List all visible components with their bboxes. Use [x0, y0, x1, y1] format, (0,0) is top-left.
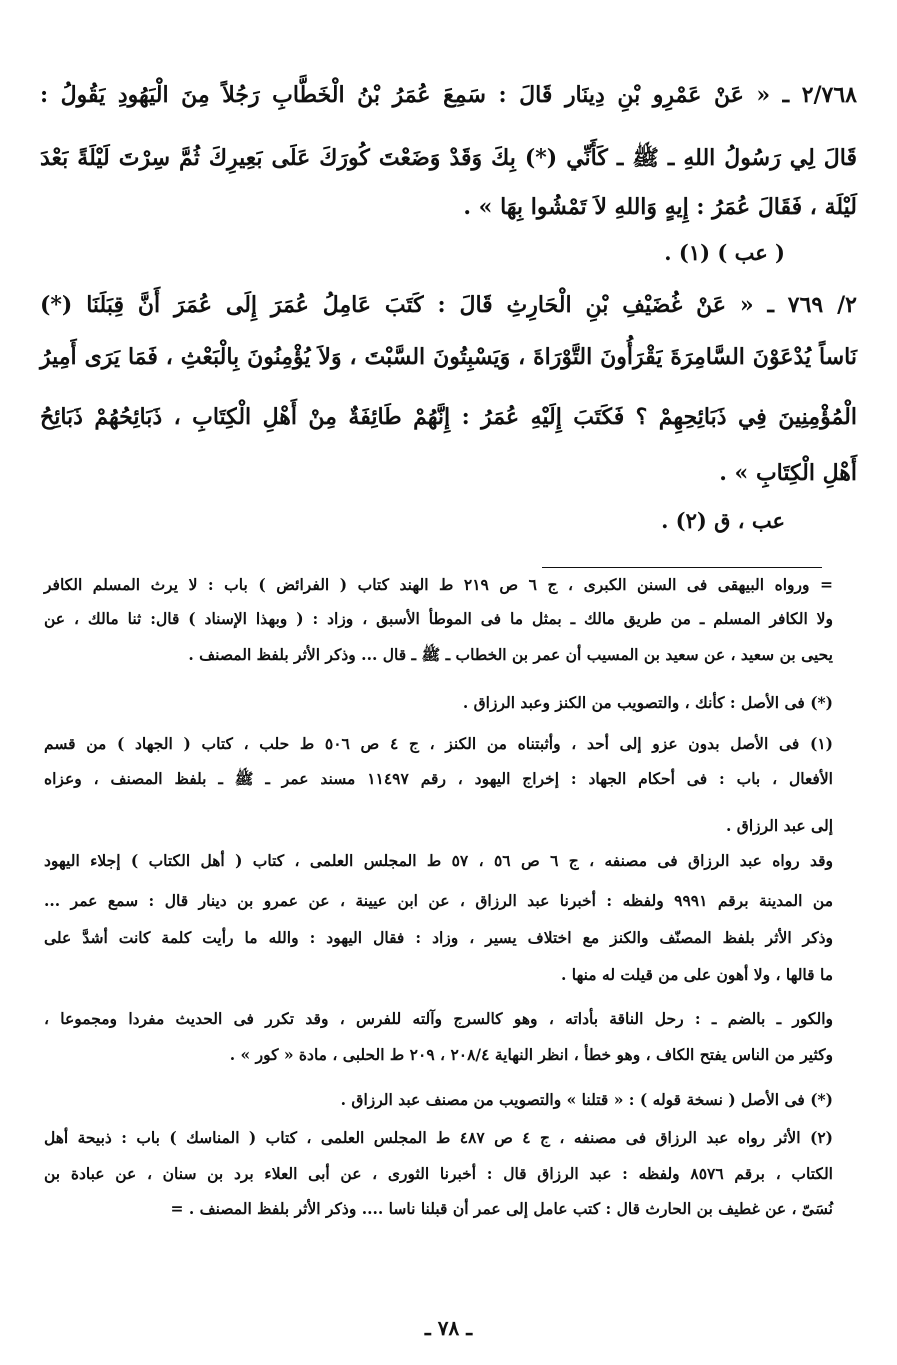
footnote-line: (*) فى الأصل ( نسخة قوله ) : « قتلنا » والتصويب من مصنف عبد الرزاق . [340, 1090, 833, 1109]
footnote-line: والكور ـ بالضم ـ : رحل الناقة بأداته ، وهو كالسرج وآلته للفرس ، وقد تكرر فى الحديث مفردا ومجموعا ، [44, 1009, 833, 1028]
hadith-768-line-3: لَيْلَة ، فَقَالَ عُمَرُ : إِيهٍ وَاللهِ لاَ تَمْشُوا بِهَا » . [463, 194, 857, 220]
footnote-line: (*) فى الأصل : كأنك ، والتصويب من الكنز وعبد الرزاق . [462, 693, 833, 712]
footnote-line: الكتاب ، برقم ٨٥٧٦ ولفظه : عبد الرزاق قال : أخبرنا الثورى ، عن أبى العلاء برد بن سنان ، عن عبادة بن [44, 1164, 833, 1183]
hadith-769-line-2: نَاساً يُدْعَوْنَ السَّامِرَةَ يَقْرَأُونَ التَّوْرَاةَ ، وَيَسْبِتُونَ السَّبْتَ ، وَلاَ يُؤْمِنُونَ بِالْبَعْثِ ، فَمَا يَرَى أَمِيرُ [40, 344, 857, 370]
footnote-line: إلى عبد الرزاق . [726, 816, 833, 835]
footnote-line: ولا الكافر المسلم ـ من طريق مالك ـ بمثل ما فى الموطأ الأسبق ، وزاد : ( وبهذا الإسناد ) قال: ثنا مالك ، عن [44, 609, 833, 628]
footnote-line: وذكر الأثر بلفظ المصنّف والكنز مع اختلاف يسير ، وزاد : فقال اليهود : والله ما رأيت كلمة كانت أشدَّ على [44, 928, 833, 947]
footnote-line: (٢) الأثر رواه عبد الرزاق فى مصنفه ، ج ٤ ص ٤٨٧ ط المجلس العلمى ، كتاب ( المناسك ) باب : ذبيحة أهل [44, 1128, 833, 1147]
footnote-line: وقد رواه عبد الرزاق فى مصنفه ، ج ٦ ص ٥٦ ، ٥٧ ط المجلس العلمى ، كتاب ( أهل الكتاب ) إجلاء اليهود [44, 851, 833, 870]
footnote-line: وكثير من الناس يفتح الكاف ، وهو خطأ ، انظر النهاية ٢٠٨/٤ ، ٢٠٩ ط الحلبى ، مادة « كور » . [229, 1045, 833, 1064]
footnote-line: يحيى بن سعيد ، عن سعيد بن المسيب أن عمر بن الخطاب ـ ﷺ ـ قال ... وذكر الأثر بلفظ المصنف . [188, 645, 833, 664]
hadith-769-line-1: ٢/ ٧٦٩ ـ « عَنْ غُضَيْفِ بْنِ الْحَارِثِ قَالَ : كَتَبَ عَامِلُ عُمَرَ إِلَى عُمَرَ أَنَّ قِبَلَنَا (*) [40, 292, 857, 318]
hadith-769-line-3: الْمُؤْمِنِينَ فِي ذَبَائِحِهِمْ ؟ فَكَتَبَ إِلَيْهِ عُمَرُ : إِنَّهُمْ طَائِفَةٌ مِنْ أَهْلِ الْكِتَابِ ، ذَبَائِحُهُمْ ذَبَائِحُ [40, 404, 857, 430]
hadith-769-line-4: أَهْلِ الْكِتَابِ » . [719, 460, 857, 486]
footnote-separator [542, 567, 822, 568]
footnote-line: نُسَىّ ، عن غطيف بن الحارث قال : كتب عامل إلى عمر أن قبلنا ناسا .... وذكر الأثر بلفظ المصنف . = [170, 1199, 833, 1218]
footnote-line: من المدينة برقم ٩٩٩١ ولفظه : أخبرنا عبد الرزاق ، عن ابن عيينة ، عن عمرو بن دينار قال : سمع عمر ... [44, 891, 833, 910]
page-number: ـ ٧٨ ـ [424, 1316, 473, 1340]
hadith-769-source: عب ، ق (٢) . [661, 508, 785, 533]
footnote-line: الأفعال ، باب : فى أحكام الجهاد : إخراج اليهود ، رقم ١١٤٩٧ مسند عمر ـ ﷺ ـ بلفظ المصنف ، وعزاه [44, 769, 833, 788]
footnote-line: (١) فى الأصل بدون عزو إلى أحد ، وأثبتناه من الكنز ، ج ٤ ص ٥٠٦ ط حلب ، كتاب ( الجهاد ) من قسم [44, 734, 833, 753]
footnote-line: = ورواه البيهقى فى السنن الكبرى ، ج ٦ ص ٢١٩ ط الهند كتاب ( الفرائض ) باب : لا يرث المسلم الكافر [44, 575, 833, 594]
hadith-768-line-2: قَالَ لِي رَسُولُ اللهِ ـ ﷺ ـ كَأَنِّي (*) بِكَ وَقَدْ وَضَعْتَ كُورَكَ عَلَى بَعِيرِكَ ثُمَّ سِرْتَ لَيْلَةً بَعْدَ [40, 145, 857, 171]
hadith-768-line-1: ٢/٧٦٨ ـ « عَنْ عَمْرِو بْنِ دِينَار قَالَ : سَمِعَ عُمَرُ بْنُ الْخَطَّابِ رَجُلاً مِنَ الْيَهُودِ يَقُولُ : [40, 82, 857, 108]
footnote-line: ما قالها ، ولا أهون على من قيلت له منها . [560, 965, 833, 984]
hadith-768-source: ( عب ) (١) . [664, 240, 785, 265]
